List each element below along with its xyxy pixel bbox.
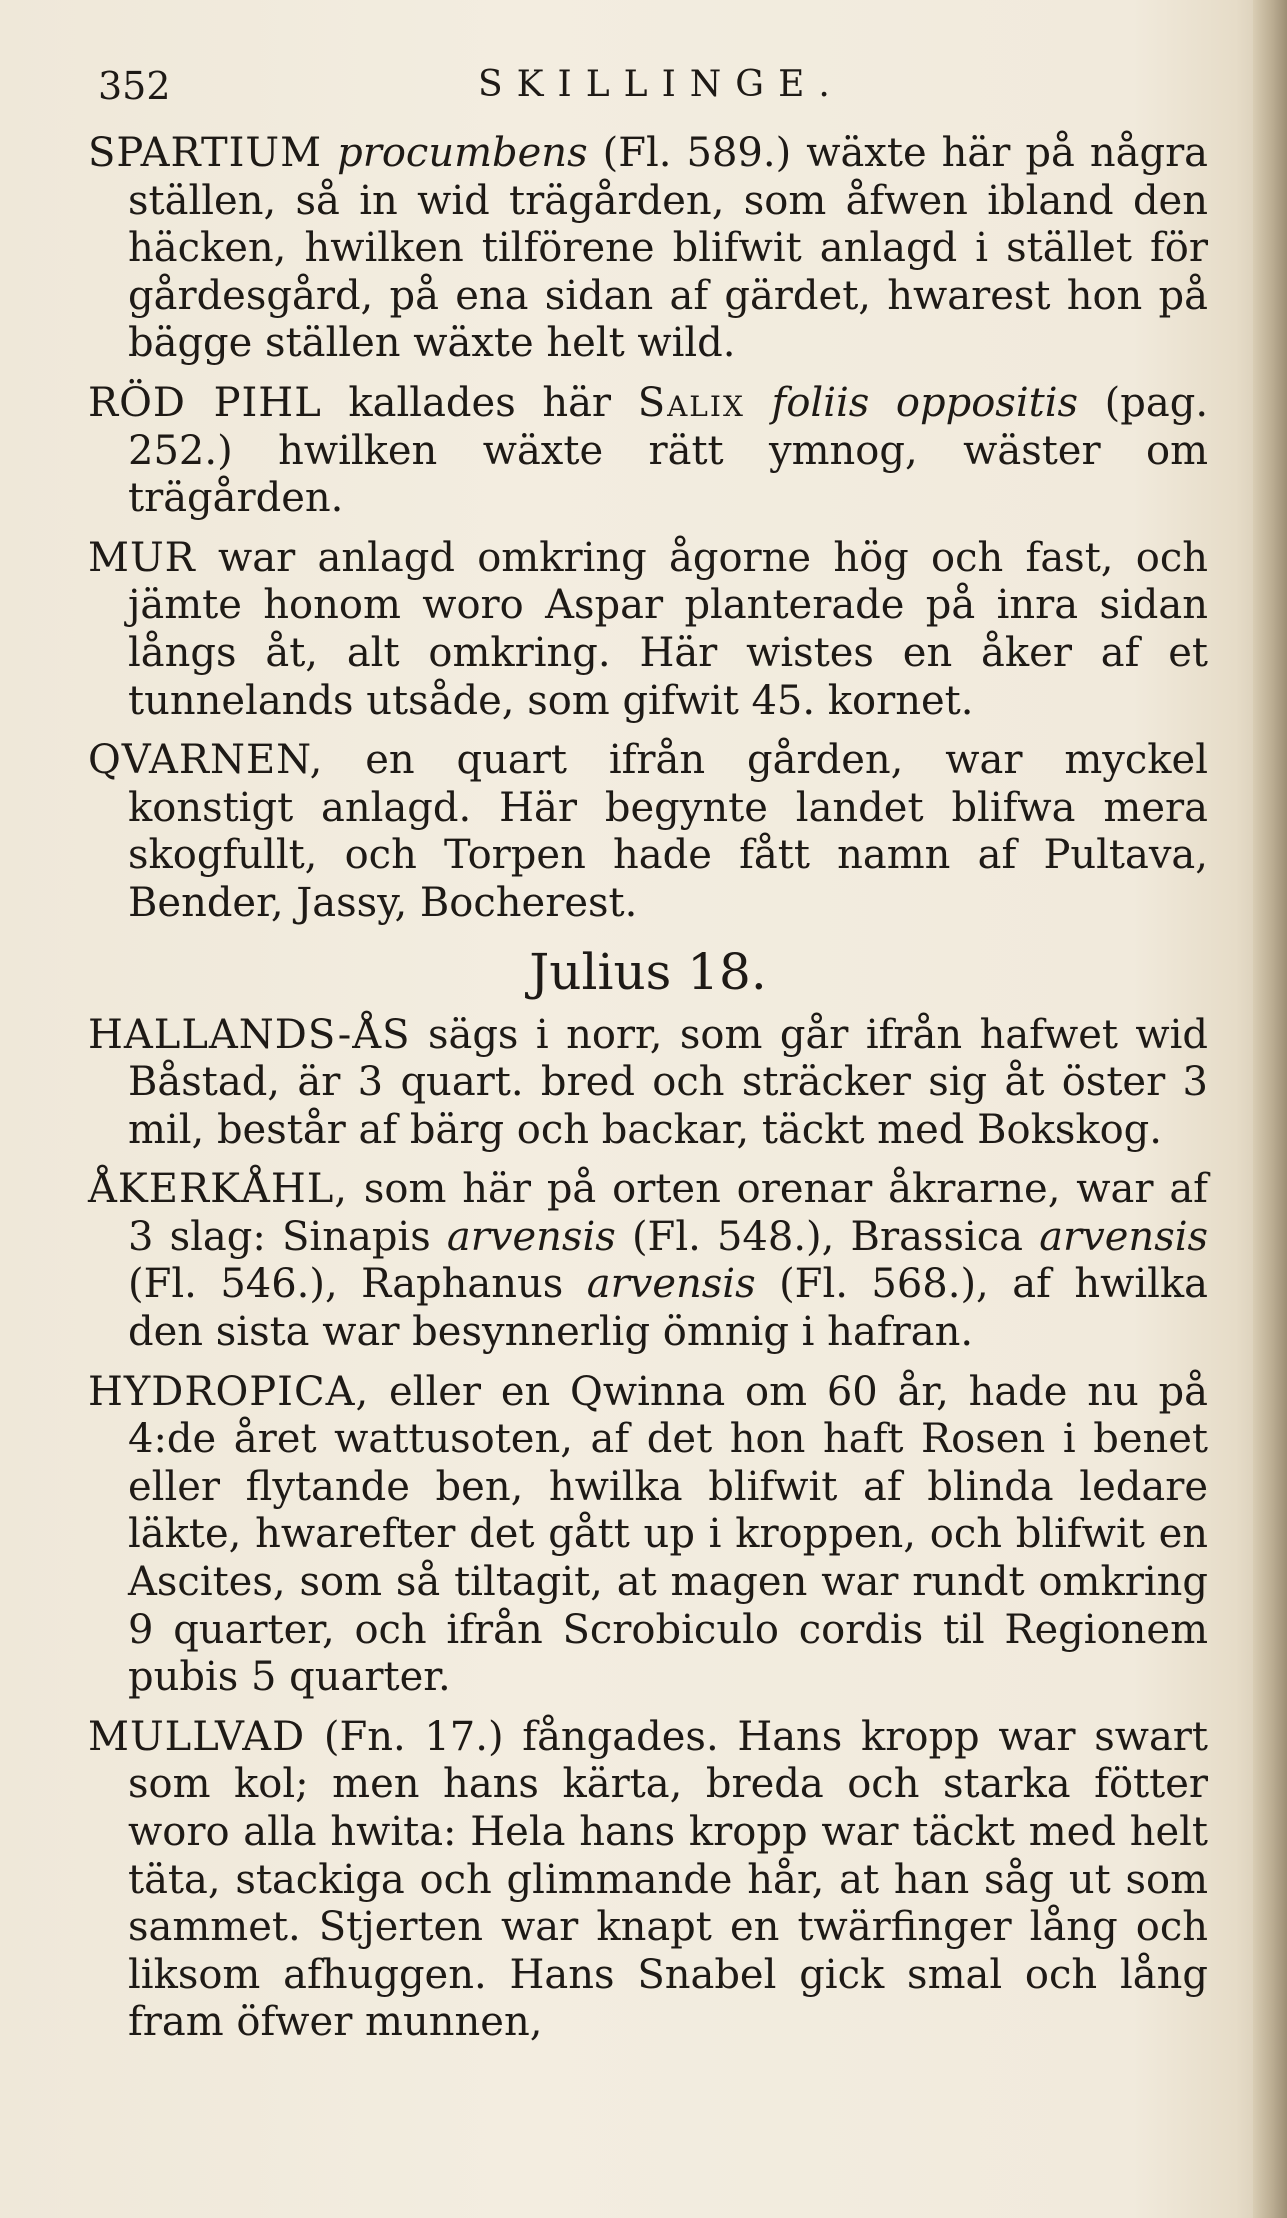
entry-text: (pag. 252.) hwilken wäxte rätt ymnog, wäster om trägården. [128, 379, 1209, 522]
entry-lead: QVARNEN, [88, 737, 324, 784]
species-name: procumbens [337, 130, 588, 176]
entry-lead: SPARTIUM [88, 130, 323, 176]
entry-text: Brassica [850, 1213, 1024, 1260]
running-header [98, 56, 1198, 116]
entry-text: Raphanus [361, 1261, 564, 1308]
entry-text: af hwilka den sista war besynnerlig ömnig i hafran. [128, 1261, 1209, 1356]
entry-hallandsas [88, 1012, 1208, 1155]
running-title: SKILLINGE. [478, 64, 844, 105]
species-name: arvensis [1039, 1213, 1209, 1260]
entry-hydropica [88, 1369, 1208, 1702]
entry-text: kallades här [348, 379, 612, 426]
entry-text: sägs i norr, som går ifrån hafwet wid Båstad, är 3 quart. bred och sträcker sig åt öster 3 mil, består af bärg och backar, täckt med Bokskog. [128, 1011, 1209, 1153]
page-body [88, 130, 1208, 2059]
section-heading: Julius 18. [529, 942, 767, 1001]
fauna-reference: (Fn. 17.) [323, 1713, 504, 1760]
entry-spartium [88, 130, 1208, 368]
species-name: arvensis [446, 1213, 616, 1260]
entry-text: fångades. Hans kropp war swart som kol; men hans kärta, breda och starka fötter woro alla hwita: Hela hans kropp war täckt med helt täta, stackiga och glimmande hår, at han såg ut som sammet. Stjerten war knapt en twärfinger lång och liksom afhuggen. Hans Snabel gick smal och lång fram öfwer munnen, [128, 1713, 1209, 2046]
flora-reference: (Fl. 589.) [602, 130, 792, 176]
entry-lead: MUR [88, 534, 196, 581]
flora-reference: (Fl. 548.), [631, 1213, 835, 1260]
entry-lead: HALLANDS-ÅS [88, 1011, 411, 1058]
species-name: arvensis [586, 1261, 756, 1308]
entry-text: en quart ifrån gården, war myckel konstigt anlagd. Här begynte landet blifwa mera skogfullt, och Torpen hade fått namn af Pultava, Bender, Jassy, Bocherest. [128, 737, 1208, 926]
entry-akerkahl [88, 1166, 1208, 1356]
entry-text: eller en Qwinna om 60 år, hade nu på 4:de året wattusoten, af det hon haft Rosen i benet eller flytande ben, hwilka blifwit af blinda ledare läkte, hwarefter det gått up i kroppen, och blifwit en Ascites, som så tiltagit, at magen war rundt omkring 9 quarter, och ifrån Scrobiculo cordis til Regionem pubis 5 quarter. [128, 1368, 1209, 1701]
entry-lead: ÅKERKÅHL, [88, 1166, 349, 1213]
entry-text: wäxte här på några ställen, så in wid trägården, som åfwen ibland den häcken, hwilken tilförene blifwit anlagd i stället för gårdesgård, på ena sidan af gärdet, hwarest hon på bägge ställen wäxte helt wild. [128, 130, 1209, 367]
entry-lead: HYDROPICA, [88, 1368, 370, 1415]
entry-lead: RÖD PIHL [88, 379, 322, 426]
entry-lead: MULLVAD [88, 1713, 306, 1760]
page-number: 352 [98, 64, 171, 108]
page-gutter-edge [1253, 0, 1287, 2218]
entry-text: war anlagd omkring ågorne hög och fast, och jämte honom woro Aspar planterade på inra sidan långs åt, alt omkring. Här wistes en åker af et tunnelands utsåde, som gifwit 45. kornet. [128, 534, 1208, 724]
genus-name: Salix [637, 379, 745, 426]
entry-mullvad [88, 1714, 1208, 2047]
entry-text: som här på orten orenar åkrarne, war af 3 slag: Sinapis [128, 1166, 1208, 1260]
flora-reference: (Fl. 568.), [779, 1261, 989, 1308]
entry-qvarnen [88, 737, 1208, 927]
species-name: foliis oppositis [771, 379, 1079, 426]
entry-rod-pihl [88, 380, 1208, 523]
entry-mur [88, 535, 1208, 725]
flora-reference: (Fl. 546.), [128, 1261, 338, 1308]
